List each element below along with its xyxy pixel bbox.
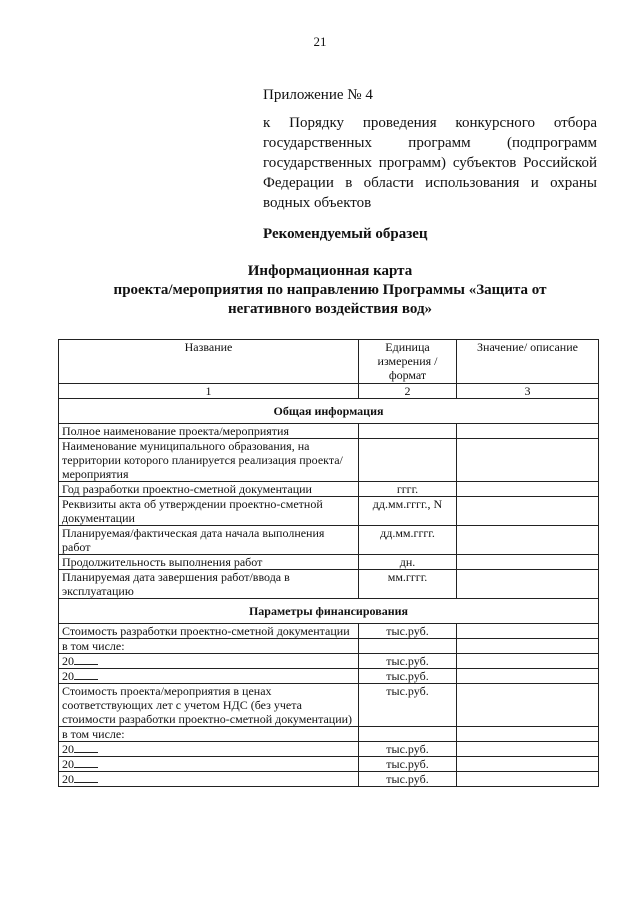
table-row — [59, 684, 599, 727]
section-general-row — [59, 399, 599, 424]
row-value-cell — [457, 669, 599, 684]
row-name — [59, 772, 359, 787]
row-value-cell — [457, 742, 599, 757]
row-value-cell — [457, 497, 599, 526]
row-value-cell — [457, 684, 599, 727]
information-card-table — [58, 339, 599, 787]
column-number-1: 1 — [59, 384, 359, 399]
row-unit — [359, 439, 457, 482]
header-row — [59, 340, 599, 384]
row-unit: тыс.руб. — [359, 684, 457, 727]
table-row — [59, 639, 599, 654]
row-unit: мм.гггг. — [359, 570, 457, 599]
year-prefix: 20 — [62, 772, 74, 786]
row-unit: тыс.руб. — [359, 772, 457, 787]
card-title — [60, 262, 600, 319]
row-name: Наименование муниципального образования, на территории которого планируется реализация проекта/мероприятия — [59, 439, 359, 482]
row-unit — [359, 727, 457, 742]
header-unit: Единица измерения / формат — [359, 340, 457, 384]
row-unit: тыс.руб. — [359, 654, 457, 669]
row-name: Стоимость проекта/мероприятия в ценах соответствующих лет с учетом НДС (без учета стоимости разработки проектно-сметной документации) — [59, 684, 359, 727]
year-prefix: 20 — [62, 654, 74, 668]
row-name — [59, 757, 359, 772]
row-value-cell — [457, 757, 599, 772]
row-value-cell — [457, 654, 599, 669]
page-number: 21 — [313, 34, 327, 49]
row-value-cell — [457, 439, 599, 482]
row-name — [59, 654, 359, 669]
row-unit: тыс.руб. — [359, 757, 457, 772]
row-unit: тыс.руб. — [359, 624, 457, 639]
row-unit: тыс.руб. — [359, 742, 457, 757]
row-unit: тыс.руб. — [359, 669, 457, 684]
card-title-line-3: негативного воздействия вод» — [227, 301, 433, 317]
year-prefix: 20 — [62, 742, 74, 756]
table-row — [59, 742, 599, 757]
row-value-cell — [457, 727, 599, 742]
row-name: Год разработки проектно-сметной документации — [59, 482, 359, 497]
table-row — [59, 424, 599, 439]
row-value-cell — [457, 772, 599, 787]
row-name: Стоимость разработки проектно-сметной документации — [59, 624, 359, 639]
row-value-cell — [457, 482, 599, 497]
appendix-text: к Порядку проведения конкурсного отбора государственных программ (подпрограмм государственных программ) субъектов Российской Федерации в области использования и охраны водных объектов — [263, 115, 597, 211]
row-value-cell — [457, 424, 599, 439]
section-general: Общая информация — [59, 399, 599, 424]
table-row — [59, 757, 599, 772]
card-title-line-1: Информационная карта — [247, 263, 413, 279]
row-unit: гггг. — [359, 482, 457, 497]
table-row — [59, 555, 599, 570]
section-finance: Параметры финансирования — [59, 599, 599, 624]
row-unit: дд.мм.гггг. — [359, 526, 457, 555]
column-number-3: 3 — [457, 384, 599, 399]
row-value-cell — [457, 570, 599, 599]
column-number-2: 2 — [359, 384, 457, 399]
row-value-cell — [457, 639, 599, 654]
header-name: Название — [59, 340, 359, 384]
row-name: Полное наименование проекта/мероприятия — [59, 424, 359, 439]
year-blank-line — [74, 742, 98, 753]
table-row — [59, 526, 599, 555]
row-name: в том числе: — [59, 639, 359, 654]
row-value-cell — [457, 624, 599, 639]
row-name: Планируемая дата завершения работ/ввода в эксплуатацию — [59, 570, 359, 599]
card-title-line-2: проекта/мероприятия по направлению Программы «Защита от — [113, 282, 547, 298]
table-row — [59, 570, 599, 599]
year-blank-line — [74, 772, 98, 783]
recommended-sample-label: Рекомендуемый образец — [263, 226, 428, 242]
row-name: Реквизиты акта об утверждении проектно-сметной документации — [59, 497, 359, 526]
row-unit: дд.мм.гггг., N — [359, 497, 457, 526]
table-row — [59, 654, 599, 669]
table-row — [59, 439, 599, 482]
row-unit — [359, 424, 457, 439]
column-number-row — [59, 384, 599, 399]
row-name: в том числе: — [59, 727, 359, 742]
year-prefix: 20 — [62, 669, 74, 683]
table-body — [59, 384, 599, 787]
table-row — [59, 624, 599, 639]
table-row — [59, 772, 599, 787]
table-row — [59, 497, 599, 526]
row-name — [59, 669, 359, 684]
year-prefix: 20 — [62, 757, 74, 771]
table-row — [59, 669, 599, 684]
row-unit — [359, 639, 457, 654]
row-value-cell — [457, 555, 599, 570]
appendix-title: Приложение № 4 — [263, 87, 373, 103]
section-finance-row — [59, 599, 599, 624]
row-value-cell — [457, 526, 599, 555]
row-name — [59, 742, 359, 757]
year-blank-line — [74, 757, 98, 768]
row-unit: дн. — [359, 555, 457, 570]
row-name: Планируемая/фактическая дата начала выполнения работ — [59, 526, 359, 555]
header-value: Значение/ описание — [457, 340, 599, 384]
year-blank-line — [74, 669, 98, 680]
table-row — [59, 727, 599, 742]
table-row — [59, 482, 599, 497]
row-name: Продолжительность выполнения работ — [59, 555, 359, 570]
year-blank-line — [74, 654, 98, 665]
